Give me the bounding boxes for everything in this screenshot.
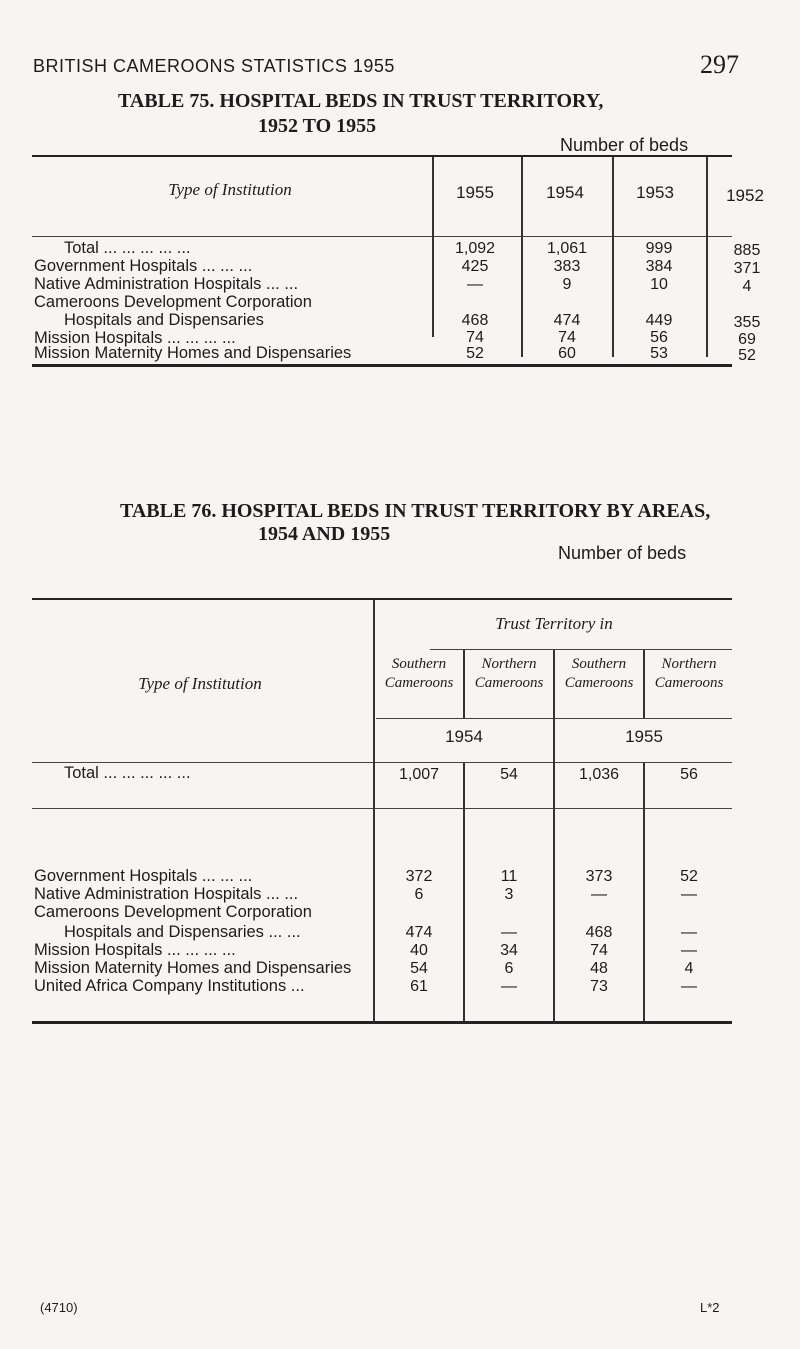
table76-year-header: 1955 (625, 727, 663, 746)
table76-row-label: Hospitals and Dispensaries ... ... (64, 923, 301, 941)
table76-total-cell: 56 (680, 766, 698, 783)
table76-area-header-line2: Cameroons (474, 675, 544, 691)
table76-cell: — (681, 978, 697, 995)
table76-area-header-line1: Southern (571, 656, 627, 672)
table75-cell: 69 (738, 331, 756, 348)
table76-cell: 3 (504, 886, 514, 903)
table76-cell: 40 (410, 942, 428, 959)
table76-cell: 52 (680, 868, 698, 885)
table76-row-label: Mission Maternity Homes and Dispensaries (34, 959, 352, 977)
table76-cell: — (681, 886, 697, 903)
table76-total-cell: 54 (500, 766, 518, 783)
table75-year-header: 1954 (546, 183, 584, 202)
footer-print-code: (4710) (40, 1300, 78, 1315)
table75-year-header: 1953 (636, 183, 674, 202)
table76-bottom-rule (32, 1021, 732, 1024)
table76-cell: — (681, 942, 697, 959)
table76-group-header: Trust Territory in (495, 614, 613, 633)
table75-bottom-rule (32, 364, 732, 367)
table76-cell: 468 (585, 924, 613, 941)
table75-cell: 9 (562, 276, 572, 293)
table75-col-header: Type of Institution (168, 180, 292, 199)
table75-cell: 56 (650, 329, 668, 346)
table76-row-label: Cameroons Development Corporation (34, 903, 312, 921)
table75-row-label: Hospitals and Dispensaries (64, 311, 264, 329)
table76-header-rule (32, 762, 732, 763)
table76-cell: 74 (590, 942, 608, 959)
table76-total-cell: 1,007 (398, 766, 440, 783)
table76-row-label: Government Hospitals ... ... ... (34, 867, 253, 885)
table75-cell: 999 (645, 240, 673, 257)
table76-cell: 11 (500, 868, 518, 885)
table75-year-header: 1952 (726, 186, 764, 205)
table76-area-header-line2: Cameroons (384, 675, 454, 691)
table76-cell: 54 (410, 960, 428, 977)
table75-top-rule (32, 155, 732, 157)
table75-cell: 474 (553, 312, 581, 329)
table75-cell: 74 (558, 329, 576, 346)
table76-cell: 6 (414, 886, 424, 903)
table75-cell: 355 (733, 314, 761, 331)
table75-year-header: 1955 (456, 183, 494, 202)
table75-row-label: Total ... ... ... ... ... (64, 239, 191, 257)
table75-row-label: Mission Hospitals ... ... ... ... (34, 329, 236, 347)
table76-cell: 4 (684, 960, 694, 977)
table75-title-line2: 1952 TO 1955 (258, 115, 377, 137)
running-head: BRITISH CAMEROONS STATISTICS 1955 (33, 56, 395, 76)
table76-cell: 48 (590, 960, 608, 977)
page-number: 297 (700, 50, 739, 79)
table76-area-header-line2: Cameroons (564, 675, 634, 691)
table76-col-header: Type of Institution (138, 674, 262, 693)
table76-group-rule (430, 649, 732, 650)
table75-cell: 885 (733, 242, 761, 259)
table75-cell: 60 (558, 345, 576, 362)
table75-cell: 74 (466, 329, 484, 346)
table76-title-line2: 1954 AND 1955 (258, 523, 391, 545)
table75-cell: 1,092 (454, 240, 496, 257)
table76-col-divider (643, 763, 645, 1021)
table75-cell: 52 (738, 347, 756, 364)
table75-cell: 383 (553, 258, 581, 275)
table75-title-line1: TABLE 75. HOSPITAL BEDS IN TRUST TERRITORY, (118, 90, 604, 112)
table76-cell: 6 (504, 960, 514, 977)
table76-cell: 372 (405, 868, 433, 885)
table75-row-label: Mission Maternity Homes and Dispensaries (34, 344, 352, 362)
table76-cell: — (681, 924, 697, 941)
table76-cell: 373 (585, 868, 613, 885)
table76-cell: 61 (410, 978, 428, 995)
table76-row-label: Mission Hospitals ... ... ... ... (34, 941, 236, 959)
table76-area-header-line2: Cameroons (654, 675, 724, 691)
table76-total-cell: 1,036 (578, 766, 620, 783)
table76-title-line1: TABLE 76. HOSPITAL BEDS IN TRUST TERRITORY BY AREAS, (120, 500, 711, 522)
table76-total-rule (32, 808, 732, 809)
table75-cell: 1,061 (546, 240, 588, 257)
table75-row-label: Government Hospitals ... ... ... (34, 257, 253, 275)
table76-year-header: 1954 (445, 727, 483, 746)
table75-cell: 425 (461, 258, 489, 275)
table75-header-rule (32, 236, 732, 237)
table76-cell: — (501, 924, 517, 941)
table76-col-divider (463, 763, 465, 1021)
table76-row-label: United Africa Company Institutions ... (34, 977, 305, 995)
table75-row-label: Cameroons Development Corporation (34, 293, 312, 311)
table76-row-label: Native Administration Hospitals ... ... (34, 885, 299, 903)
table76-total-label: Total ... ... ... ... ... (64, 764, 191, 782)
table75-cell: 10 (650, 276, 668, 293)
table75-cell: 4 (742, 278, 752, 295)
table75-cell: 53 (650, 345, 668, 362)
table76-area-header-line1: Southern (391, 656, 447, 672)
table75-row-label: Native Administration Hospitals ... ... (34, 275, 299, 293)
table76-area-header-line1: Northern (661, 656, 717, 672)
table76-cell: 34 (500, 942, 518, 959)
table76-col-divider (553, 650, 555, 1021)
table76-top-rule (32, 598, 732, 600)
footer-signature: L*2 (700, 1300, 720, 1315)
table76-area-header-line1: Northern (481, 656, 537, 672)
table75-cell: 468 (461, 312, 489, 329)
table75-cell: — (467, 276, 483, 293)
table75-unit: Number of beds (560, 135, 689, 155)
table75-cell: 384 (645, 258, 673, 275)
table75-cell: 449 (645, 312, 673, 329)
table76-cell: — (591, 886, 607, 903)
table76-cell: 474 (405, 924, 433, 941)
table76-cell: — (501, 978, 517, 995)
table76-cell: 73 (590, 978, 608, 995)
table76-unit: Number of beds (558, 543, 687, 563)
table75-cell: 371 (733, 260, 761, 277)
table75-cell: 52 (466, 345, 484, 362)
